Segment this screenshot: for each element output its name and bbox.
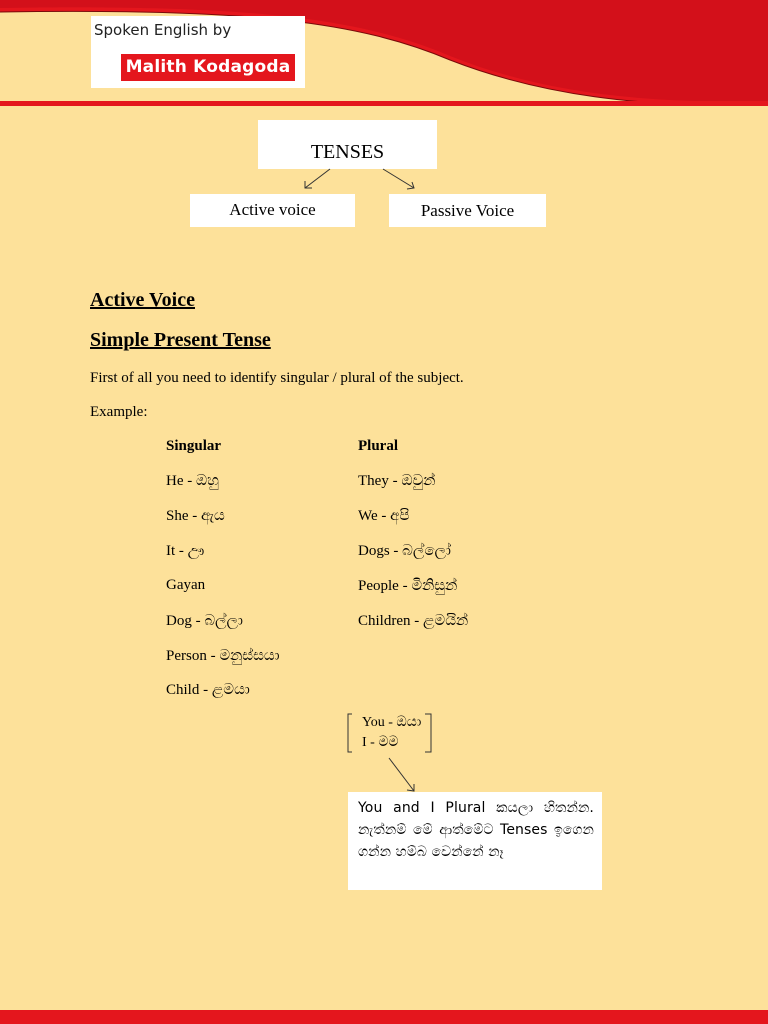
singular-item: Child - ළමයා — [166, 682, 250, 698]
plural-item: Dogs - බල්ලෝ — [358, 543, 451, 559]
logo — [91, 16, 305, 88]
footer-bar — [0, 1010, 768, 1024]
plural-item: Children - ළමයින් — [358, 613, 469, 629]
singular-item: Gayan — [166, 577, 206, 593]
singular-item: Dog - බල්ලා — [166, 613, 243, 629]
right-bracket — [425, 714, 431, 752]
logo-author-name: Malith Kodagoda — [121, 54, 295, 81]
header-divider-line — [0, 101, 768, 106]
diagram-arrows — [290, 166, 430, 194]
diagram-passive-voice-box: Passive Voice — [389, 194, 546, 227]
note-arrow — [385, 756, 425, 796]
bracket-line-i: I - මම — [362, 735, 399, 750]
heading-active-voice: Active Voice — [90, 289, 195, 311]
diagram-root-box: TENSES — [258, 120, 437, 169]
note-box — [348, 792, 602, 890]
plural-item: They - ඔවුන් — [358, 473, 436, 489]
plural-header: Plural — [358, 438, 398, 454]
singular-item: Person - මනුස්සයා — [166, 648, 280, 664]
heading-simple-present: Simple Present Tense — [90, 329, 271, 351]
left-bracket — [348, 714, 352, 752]
singular-item: It - ඌ — [166, 543, 205, 559]
logo-tagline: Spoken English by — [94, 21, 232, 39]
singular-item: She - ඇය — [166, 508, 225, 524]
plural-item: We - අපි — [358, 508, 410, 524]
note-text: You and I Plural කයලා හිතන්න. නැත්නම් මේ ආත්මේට Tenses ඉගෙන ගන්න හම්බ වෙන්නේ නෑ — [358, 800, 594, 860]
intro-paragraph: First of all you need to identify singular / plural of the subject. — [90, 370, 464, 386]
example-label: Example: — [90, 404, 148, 420]
bracket-line-you: You - ඔයා — [362, 715, 422, 730]
diagram-active-voice-box: Active voice — [190, 194, 355, 227]
singular-header: Singular — [166, 438, 222, 454]
plural-item: People - මිනිසුන් — [358, 578, 458, 594]
singular-item: He - ඔහු — [166, 473, 219, 489]
